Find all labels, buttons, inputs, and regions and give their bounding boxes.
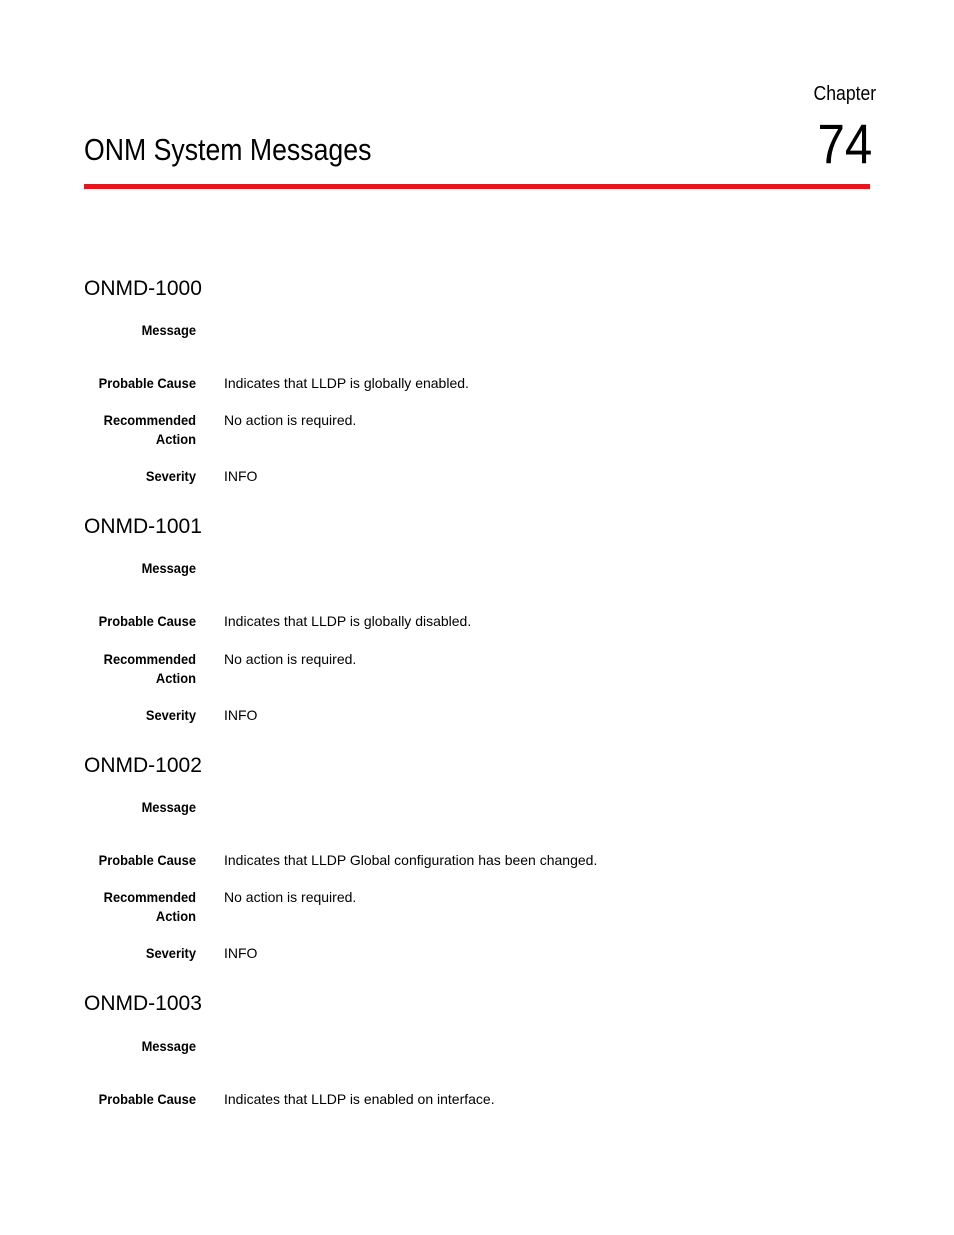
chapter-number: 74: [817, 112, 872, 175]
title-rule: [84, 184, 870, 189]
field-value-recommended-action: No action is required.: [224, 412, 357, 428]
message-section-onmd-1003: [84, 990, 884, 1107]
section-title: ONMD-1003: [84, 992, 202, 1015]
field-value-recommended-action: No action is required.: [224, 889, 357, 905]
field-label-message: Message: [141, 322, 196, 338]
field-value-probable-cause: Indicates that LLDP Global configuration has been changed.: [224, 852, 598, 868]
field-label-message: Message: [141, 560, 196, 576]
field-label-severity: Severity: [145, 707, 196, 723]
field-value-probable-cause: Indicates that LLDP is enabled on interface.: [224, 1091, 495, 1107]
message-section-onmd-1000: [84, 275, 884, 484]
message-section-onmd-1002: [84, 752, 884, 961]
section-title: ONMD-1001: [84, 515, 202, 538]
field-value-probable-cause: Indicates that LLDP is globally enabled.: [224, 375, 469, 391]
field-label-probable-cause: Probable Cause: [98, 375, 196, 391]
message-section-onmd-1001: [84, 513, 884, 723]
field-value-severity: INFO: [224, 468, 258, 484]
field-label-probable-cause: Probable Cause: [98, 613, 196, 629]
field-label-recommended-action: Recommended Action: [103, 651, 196, 686]
field-label-message: Message: [141, 799, 196, 815]
page-title: ONM System Messages: [84, 132, 372, 167]
section-title: ONMD-1002: [84, 754, 202, 777]
field-label-probable-cause: Probable Cause: [98, 1091, 196, 1107]
field-label-severity: Severity: [145, 945, 196, 961]
field-label-probable-cause: Probable Cause: [98, 852, 196, 868]
field-label-message: Message: [141, 1038, 196, 1054]
field-label-recommended-action: Recommended Action: [103, 412, 196, 447]
field-label-severity: Severity: [145, 468, 196, 484]
field-value-severity: INFO: [224, 945, 258, 961]
field-value-severity: INFO: [224, 707, 258, 723]
field-value-recommended-action: No action is required.: [224, 651, 357, 667]
field-label-recommended-action: Recommended Action: [103, 889, 196, 924]
chapter-label: Chapter: [813, 83, 876, 105]
field-value-probable-cause: Indicates that LLDP is globally disabled.: [224, 613, 472, 629]
section-title: ONMD-1000: [84, 277, 202, 300]
